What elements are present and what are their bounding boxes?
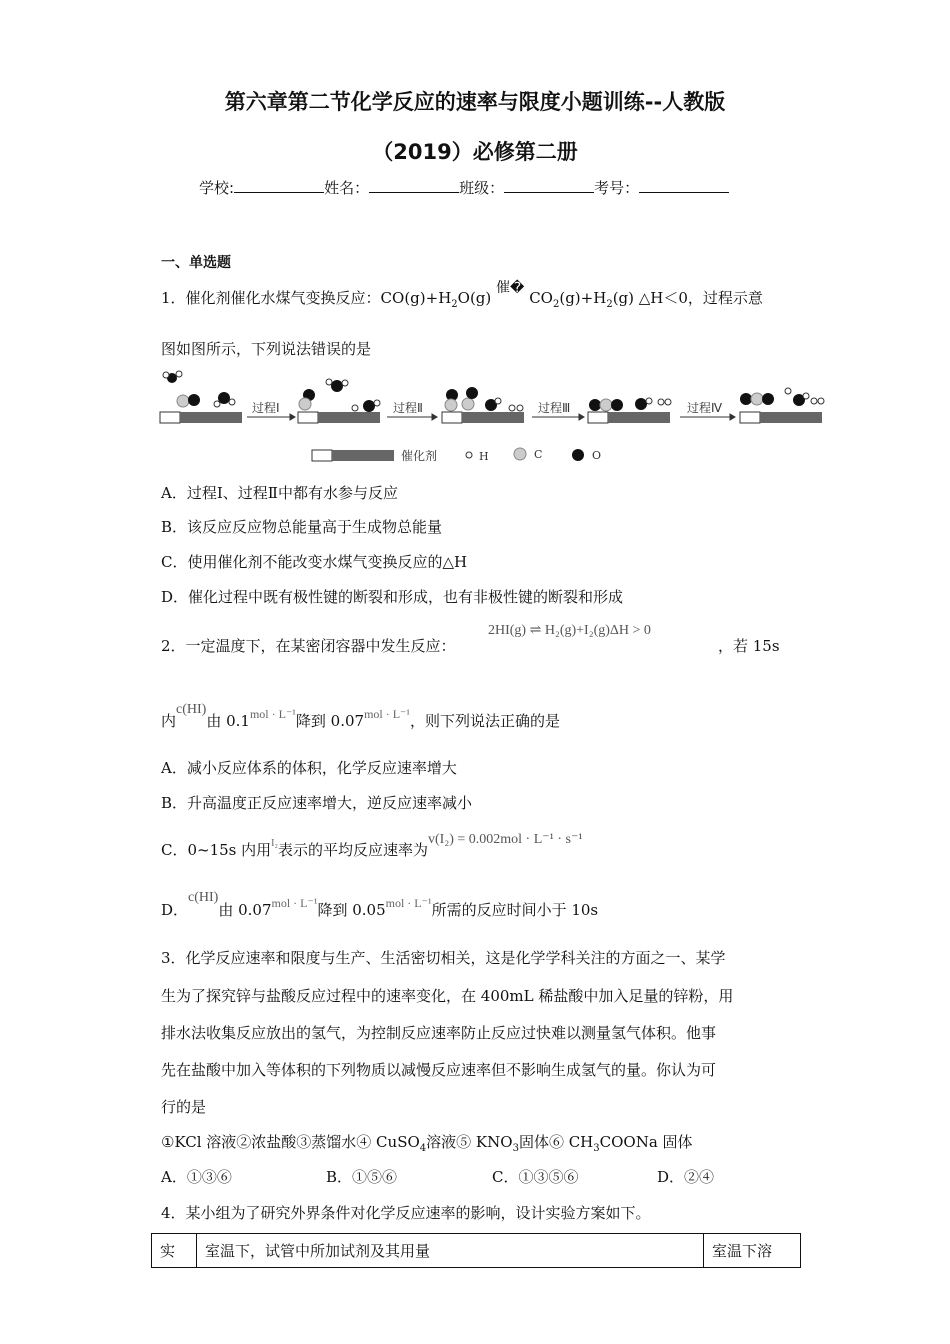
q2-option-d[interactable]: D．c(HI)由 $0.07^{mol \cdot L^{-1}}$降到 $0.05^{mol \cdot L^{-1}}$所需的反应时间小于 10s [161,890,599,919]
table-header-cell: 室温下溶 [704,1234,801,1268]
q1-catalyst-arrow: 催� [496,280,525,296]
name-label: 姓名： [324,179,370,197]
q3-option-a[interactable]: A．①③⑥ [161,1168,232,1186]
q3-items: ①KCl 溶液②浓盐酸③蒸馏水④ CuSO$_4$溶液⑤ $KNO_3$固体⑥ $CH_3COONa$ 固体 [161,1133,693,1154]
q3-stem-line5: 行的是 [161,1098,207,1116]
q2-option-c[interactable]: C．0~15s 内用$^{I_2}$表示的平均反应速率为v(I₂) = 0.002mol · L⁻¹ · s⁻¹ [161,832,583,859]
q2-rate-formula: v(I₂) = 0.002mol · L⁻¹ · s⁻¹ [428,832,583,847]
catalyst-bar-1 [160,412,242,423]
catalyst-bar-3 [442,412,524,423]
page-title-line2: （2019）必修第二册 [372,140,578,164]
table-header-cell: 室温下，试管中所加试剂及其用量 [197,1234,704,1268]
table-row [152,1234,801,1268]
page-title-line1: 第六章第二节化学反应的速率与限度小题训练--人教版 [224,90,726,114]
step-label-2: 过程Ⅱ [393,401,423,415]
q3-stem-line2: 生为了探究锌与盐酸反应过程中的速率变化，在 400mL 稀盐酸中加入足量的锌粉，用 [161,987,734,1005]
step-label-4: 过程Ⅳ [687,401,723,415]
q2-stem-line2: 内c(HI)由 $0.1^{mol \cdot L^{-1}}$降到 $0.07^{mol \cdot L^{-1}}$，则下列说法正确的是 [161,702,561,730]
class-label: 班级： [459,179,505,197]
q2-stem-line1: 2．一定温度下，在某密闭容器中发生反应： [161,637,456,655]
q1-option-d[interactable]: D．催化过程中既有极性键的断裂和形成，也有非极性键的断裂和形成 [161,588,624,606]
q1-process-diagram [155,368,835,468]
q1-option-b[interactable]: B．该反应反应物总能量高于生成物总能量 [161,518,443,536]
q2-equation: 2HI(g) ⇌ H₂(g)+I₂(g)ΔH > 0 [488,623,651,638]
exam-no-field[interactable] [639,178,729,193]
q1-option-c[interactable]: C．使用催化剂不能改变水煤气变换反应的△H [161,553,468,571]
stage3-molecules [445,387,523,411]
school-label: 学校: [199,179,235,197]
svg-text:O: O [592,449,602,462]
q1-stem-line2: 图如图所示，下列说法错误的是 [161,340,372,358]
q2-stem-line1-end: ，若 15s [718,637,780,655]
q3-stem-line4: 先在盐酸中加入等体积的下列物质以减慢反应速率但不影响生成氢气的量。你认为可 [161,1061,717,1079]
stage4-molecules [589,398,671,411]
svg-text:催化剂: 催化剂 [401,449,438,463]
catalyst-bar-4 [588,412,670,423]
name-field[interactable] [369,178,459,193]
step-label-3: 过程Ⅲ [538,401,571,415]
student-info-fields [199,177,729,198]
q4-table [151,1233,801,1268]
svg-text:H: H [479,450,489,463]
svg-text:C: C [534,448,543,461]
q3-option-b[interactable]: B．①⑤⑥ [326,1168,398,1186]
q3-option-d[interactable]: D．②④ [657,1168,715,1186]
catalyst-bar-5 [740,412,822,423]
step-label-1: 过程Ⅰ [252,401,280,415]
school-field[interactable] [234,178,324,193]
q3-stem-line1: 3．化学反应速率和限度与生产、生活密切相关，这是化学学科关注的方面之一、某学 [161,949,726,967]
stage1-molecules [163,371,235,407]
stage5-molecules [740,388,824,406]
q1-stem-line1: 1．催化剂催化水煤气变换反应：$CO(g)+H_2O(g)$ 催� $CO_2(g)+H_2(g)$ △H＜0，过程示意 [161,280,763,310]
q3-stem-line3: 排水法收集反应放出的氢气，为控制反应速率防止反应过快难以测量氢气体积。他事 [161,1024,717,1042]
stage2-molecules [299,379,380,412]
q4-stem: 4．某小组为了研究外界条件对化学反应速率的影响，设计实验方案如下。 [161,1204,651,1222]
section-title: 一、单选题 [161,255,231,271]
diagram-legend [312,448,601,463]
q1-option-a[interactable]: A．过程Ⅰ、过程Ⅱ中都有水参与反应 [161,484,398,502]
exam-no-label: 考号： [594,179,640,197]
class-field[interactable] [504,178,594,193]
q2-option-a[interactable]: A．减小反应体系的体积，化学反应速率增大 [161,759,457,777]
catalyst-bar-2 [298,412,380,423]
q2-c-hi: c(HI) [176,702,207,717]
q3-option-c[interactable]: C．①③⑤⑥ [492,1168,579,1186]
table-header-cell: 实 [152,1234,197,1268]
q2-option-b[interactable]: B．升高温度正反应速率增大，逆反应速率减小 [161,794,473,812]
